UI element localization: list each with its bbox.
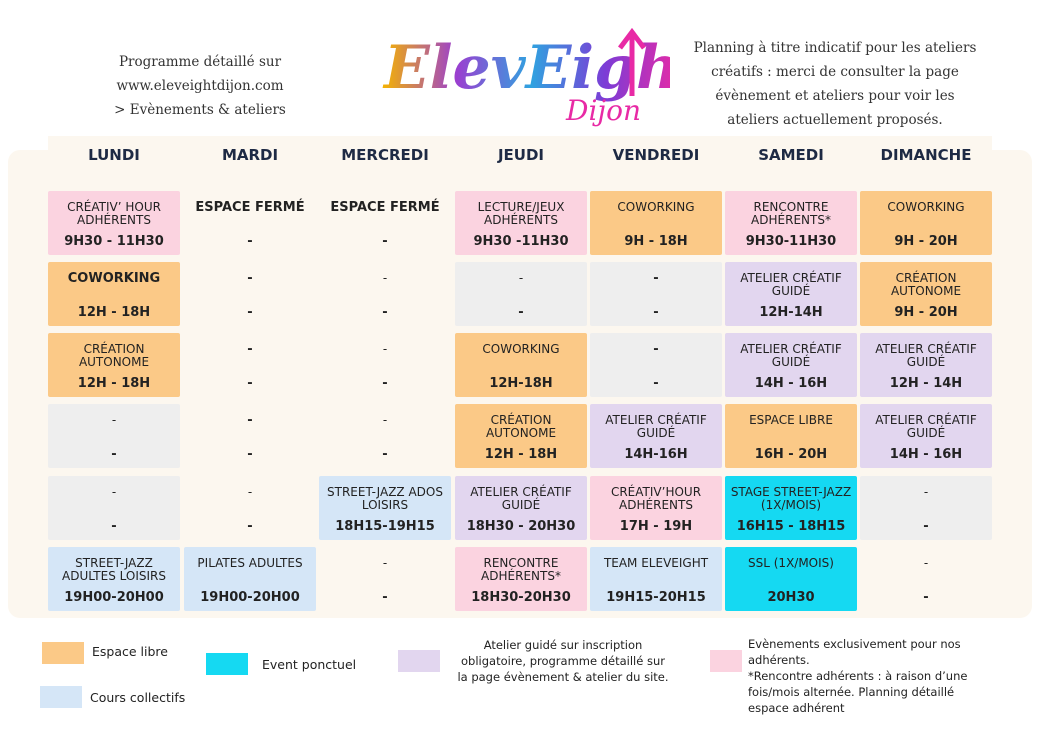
slot-cell: [455, 333, 587, 397]
website-line-3: > Evènements & ateliers: [114, 102, 286, 118]
slot-time: -: [382, 305, 388, 320]
slot-time: -: [111, 447, 117, 462]
slot-time: -: [923, 590, 929, 605]
slot-title: CRÉATION AUTONOME: [890, 271, 962, 298]
slot-time: 14H - 16H: [889, 447, 963, 462]
slot-title: -: [923, 485, 929, 499]
slot-title: ESPACE FERMÉ: [195, 200, 305, 215]
slot-title: -: [653, 342, 659, 357]
legend-cours-collectifs: Cours collectifs: [90, 690, 186, 705]
slot-title: COWORKING: [482, 342, 560, 356]
slot-cell: [725, 191, 857, 255]
disclaimer: [680, 36, 990, 132]
slot-cell: [860, 547, 992, 611]
legend-swatch-cours-collectifs: [40, 686, 82, 708]
day-saturday: SAMEDI: [758, 146, 824, 164]
slot-cell: [184, 333, 316, 397]
slot-cell: [455, 404, 587, 468]
day-friday: VENDREDI: [612, 146, 700, 164]
slot-title: -: [247, 413, 253, 428]
legend-adherents-line-3: *Rencontre adhérents : à raison d’une: [748, 669, 968, 683]
slot-cell: [860, 476, 992, 540]
legend-atelier-line-3: la page évènement & atelier du site.: [457, 670, 669, 684]
legend-atelier-guide: [448, 637, 678, 685]
legend-adherents-line-1: Evènements exclusivement pour nos: [748, 637, 961, 651]
website-info: [90, 50, 310, 122]
slot-cell: [319, 404, 451, 468]
slot-title: STREET-JAZZ ADOS LOISIRS: [327, 485, 443, 512]
slot-cell: [725, 333, 857, 397]
slot-time: -: [247, 305, 253, 320]
slot-cell: [48, 547, 180, 611]
slot-cell: [184, 404, 316, 468]
slot-title: RENCONTRE ADHÉRENTS*: [481, 556, 561, 583]
slot-title: ATELIER CRÉATIF GUIDÉ: [740, 342, 842, 369]
slot-time: 18H30 - 20H30: [466, 519, 576, 534]
slot-time: 14H-16H: [624, 447, 688, 462]
slot-time: 9H30 -11H30: [473, 234, 569, 249]
slot-time: 16H15 - 18H15: [736, 519, 846, 534]
slot-cell: [319, 262, 451, 326]
slot-cell: [725, 547, 857, 611]
slot-time: 19H00-20H00: [200, 590, 300, 605]
slot-time: 9H30-11H30: [745, 234, 837, 249]
slot-time: -: [247, 376, 253, 391]
slot-title: TEAM ELEVEIGHT: [603, 556, 709, 570]
slot-title: -: [111, 485, 117, 499]
slot-time: 12H - 18H: [484, 447, 558, 462]
slot-title: PILATES ADULTES: [197, 556, 303, 570]
slot-title: ATELIER CRÉATIF GUIDÉ: [470, 485, 572, 512]
slot-title: CRÉATIV’HOUR ADHÉRENTS: [610, 485, 702, 512]
slot-cell: [48, 476, 180, 540]
disclaimer-line-1: Planning à titre indicatif pour les ateliers: [693, 40, 977, 56]
slot-title: ATELIER CRÉATIF GUIDÉ: [875, 342, 977, 369]
slot-cell: [184, 476, 316, 540]
slot-time: 20H30: [767, 590, 815, 605]
slot-title: STREET-JAZZ ADULTES LOISIRS: [62, 556, 166, 583]
slot-time: 9H - 18H: [624, 234, 688, 249]
slot-time: -: [247, 447, 253, 462]
slot-title: SSL (1X/MOIS): [748, 556, 834, 570]
slot-title: ESPACE FERMÉ: [330, 200, 440, 215]
slot-time: 19H15-20H15: [606, 590, 706, 605]
logo-city: Dijon: [566, 94, 641, 127]
legend-adherents-line-5: espace adhérent: [748, 701, 845, 715]
slot-cell: [319, 476, 451, 540]
slot-cell: [590, 476, 722, 540]
slot-time: 12H-14H: [759, 305, 823, 320]
slot-time: 14H - 16H: [754, 376, 828, 391]
slot-cell: [590, 333, 722, 397]
slot-cell: [455, 547, 587, 611]
slot-title: -: [382, 556, 388, 570]
day-wednesday: MERCREDI: [341, 146, 429, 164]
slot-time: -: [382, 234, 388, 249]
slot-title: COWORKING: [617, 200, 695, 214]
eleveight-logo: [380, 18, 670, 128]
slot-title: -: [923, 556, 929, 570]
legend-event-ponctuel: Event ponctuel: [262, 657, 357, 672]
slot-time: -: [923, 519, 929, 534]
legend-swatch-espace-libre: [42, 642, 84, 664]
slot-cell: [860, 262, 992, 326]
slot-time: -: [247, 234, 253, 249]
legend-espace-libre: Espace libre: [92, 644, 168, 659]
slot-time: 12H - 18H: [77, 376, 151, 391]
website-line-2: www.eleveightdijon.com: [116, 78, 284, 94]
slot-time: 9H - 20H: [894, 305, 958, 320]
slot-cell: [860, 404, 992, 468]
legend-adherents-line-4: fois/mois alternée. Planning détaillé: [748, 685, 955, 699]
slot-time: 19H00-20H00: [64, 590, 164, 605]
slot-cell: [319, 333, 451, 397]
slot-title: CRÉATION AUTONOME: [78, 342, 150, 369]
legend-swatch-adherents: [710, 650, 742, 672]
slot-title: ESPACE LIBRE: [749, 413, 833, 427]
day-monday: LUNDI: [88, 146, 140, 164]
slot-cell: [455, 191, 587, 255]
slot-time: -: [111, 519, 117, 534]
slot-title: -: [382, 413, 388, 427]
slot-cell: [725, 476, 857, 540]
day-thursday: JEUDI: [497, 146, 545, 164]
legend-atelier-line-1: Atelier guidé sur inscription: [483, 638, 643, 652]
slot-title: ATELIER CRÉATIF GUIDÉ: [740, 271, 842, 298]
slot-title: RENCONTRE ADHÉRENTS*: [751, 200, 831, 227]
slot-time: 12H - 14H: [889, 376, 963, 391]
slot-title: -: [247, 485, 253, 499]
slot-cell: [455, 476, 587, 540]
slot-cell: [590, 262, 722, 326]
slot-cell: [184, 262, 316, 326]
slot-cell: [184, 191, 316, 255]
legend-swatch-event-ponctuel: [206, 653, 248, 675]
slot-cell: [184, 547, 316, 611]
slot-title: CRÉATION AUTONOME: [485, 413, 557, 440]
slot-time: -: [247, 519, 253, 534]
slot-title: LECTURE/JEUX ADHÉRENTS: [477, 200, 565, 227]
slot-cell: [860, 333, 992, 397]
legend-atelier-line-2: obligatoire, programme détaillé sur: [461, 654, 665, 668]
slot-title: COWORKING: [887, 200, 965, 214]
slot-title: ATELIER CRÉATIF GUIDÉ: [605, 413, 707, 440]
slot-cell: [455, 262, 587, 326]
slot-cell: [48, 191, 180, 255]
slot-cell: [319, 191, 451, 255]
slot-time: 9H - 20H: [894, 234, 958, 249]
day-sunday: DIMANCHE: [880, 146, 972, 164]
slot-cell: [590, 547, 722, 611]
slot-time: 18H15-19H15: [335, 519, 435, 534]
disclaimer-line-3: évènement et ateliers pour voir les: [715, 88, 955, 104]
slot-title: -: [111, 413, 117, 427]
slot-cell: [725, 262, 857, 326]
day-tuesday: MARDI: [221, 146, 279, 164]
slot-time: -: [382, 376, 388, 391]
disclaimer-line-2: créatifs : merci de consulter la page: [711, 64, 959, 80]
legend-adherents-line-2: adhérents.: [748, 653, 810, 667]
slot-title: -: [247, 342, 253, 357]
slot-cell: [860, 191, 992, 255]
legend-adherents: [748, 636, 998, 716]
slot-time: -: [653, 376, 659, 391]
slot-time: -: [653, 305, 659, 320]
website-line-1: Programme détaillé sur: [118, 54, 282, 70]
slot-cell: [590, 404, 722, 468]
slot-title: CRÉATIV’ HOUR ADHÉRENTS: [67, 200, 161, 227]
slot-title: -: [382, 271, 388, 285]
slot-title: -: [382, 342, 388, 356]
slot-time: -: [518, 305, 524, 320]
slot-title: -: [247, 271, 253, 286]
legend-swatch-atelier-guide: [398, 650, 440, 672]
slot-title: -: [653, 271, 659, 286]
slot-title: ATELIER CRÉATIF GUIDÉ: [875, 413, 977, 440]
slot-cell: [48, 262, 180, 326]
logo-wordmark: ElevEigh: [384, 33, 670, 103]
slot-cell: [725, 404, 857, 468]
slot-time: 17H - 19H: [619, 519, 693, 534]
slot-time: 18H30-20H30: [471, 590, 571, 605]
slot-title: STAGE STREET-JAZZ (1X/MOIS): [730, 485, 852, 512]
slot-title: -: [518, 271, 524, 285]
slot-time: -: [382, 590, 388, 605]
slot-cell: [48, 333, 180, 397]
slot-time: 16H - 20H: [754, 447, 828, 462]
slot-cell: [319, 547, 451, 611]
slot-time: 12H-18H: [489, 376, 553, 391]
slot-time: 9H30 - 11H30: [64, 234, 164, 249]
slot-time: 12H - 18H: [77, 305, 151, 320]
disclaimer-line-4: ateliers actuellement proposés.: [727, 112, 943, 128]
slot-title: COWORKING: [67, 271, 161, 286]
slot-cell: [590, 191, 722, 255]
slot-cell: [48, 404, 180, 468]
slot-time: -: [382, 447, 388, 462]
